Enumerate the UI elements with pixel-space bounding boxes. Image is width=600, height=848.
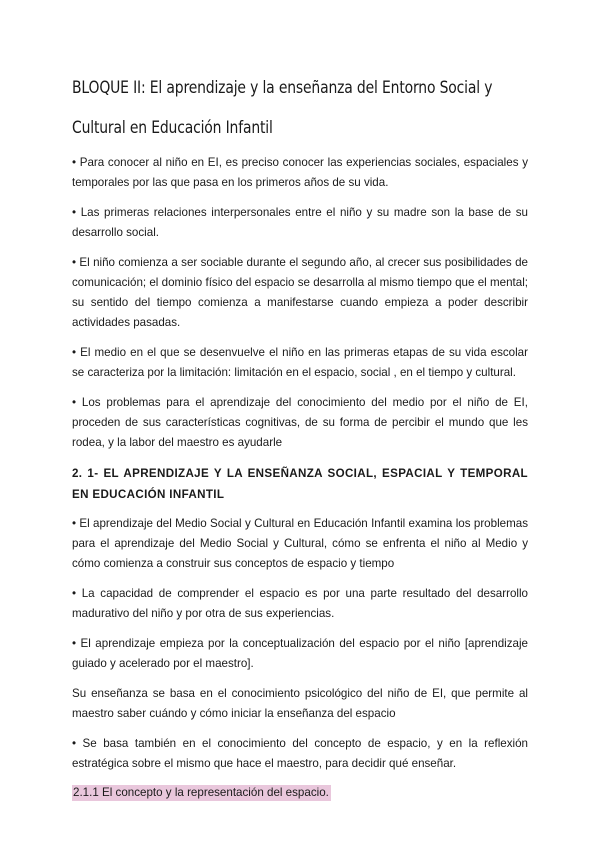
bullet-paragraph: • El niño comienza a ser sociable durante el segundo año, al crecer sus posibilidades de comunicación; el dominio físico del espacio se desarrolla al mismo tiempo que el mental; su sentido del tiempo comienza a manifestarse cuando empieza a poder describir actividades pasadas. xyxy=(72,256,528,329)
bullet-paragraph: • La capacidad de comprender el espacio es por una parte resultado del desarrollo madurativo del niño y por otra de sus experiencias. xyxy=(72,587,528,620)
section-heading: 2. 1- EL APRENDIZAJE Y LA ENSEÑANZA SOCIAL, ESPACIAL Y TEMPORAL EN EDUCACIÓN INFANTIL xyxy=(72,467,528,501)
subsection-heading-line xyxy=(72,784,528,802)
bullet-paragraph: • El aprendizaje empieza por la conceptualización del espacio por el niño [aprendizaje guiado y acelerado por el maestro]. xyxy=(72,637,528,670)
document-title: BLOQUE II: El aprendizaje y la enseñanza del Entorno Social y Cultural en Educación Infantil xyxy=(72,78,493,138)
bullet-paragraph: • El medio en el que se desenvuelve el niño en las primeras etapas de su vida escolar se caracteriza por la limitación: limitación en el espacio, social , en el tiempo y cultural. xyxy=(72,346,528,379)
bullet-paragraph: • El aprendizaje del Medio Social y Cultural en Educación Infantil examina los problemas para el aprendizaje del Medio Social y Cultural, cómo se enfrenta el niño al Medio y cómo comienza a construir sus conceptos de espacio y tiempo xyxy=(72,517,528,570)
body-paragraph: Su enseñanza se basa en el conocimiento psicológico del niño de EI, que permite al maestro saber cuándo y cómo iniciar la enseñanza del espacio xyxy=(72,687,528,720)
bullet-paragraph: • Las primeras relaciones interpersonales entre el niño y su madre son la base de su desarrollo social. xyxy=(72,206,528,239)
subsection-heading: 2.1.1 El concepto y la representación del espacio. xyxy=(73,786,329,799)
bullet-paragraph: • Para conocer al niño en EI, es preciso conocer las experiencias sociales, espaciales y temporales por las que pasa en los primeros años de su vida. xyxy=(72,156,528,189)
bullet-paragraph: • Se basa también en el conocimiento del concepto de espacio, y en la reflexión estratégica sobre el mismo que hace el maestro, para decidir qué enseñar. xyxy=(72,737,528,770)
bullet-paragraph: • Los problemas para el aprendizaje del conocimiento del medio por el niño de EI, proceden de sus características cognitivas, de su forma de percibir el mundo que les rodea, y la labor del maestro es ayudarle xyxy=(72,396,528,449)
